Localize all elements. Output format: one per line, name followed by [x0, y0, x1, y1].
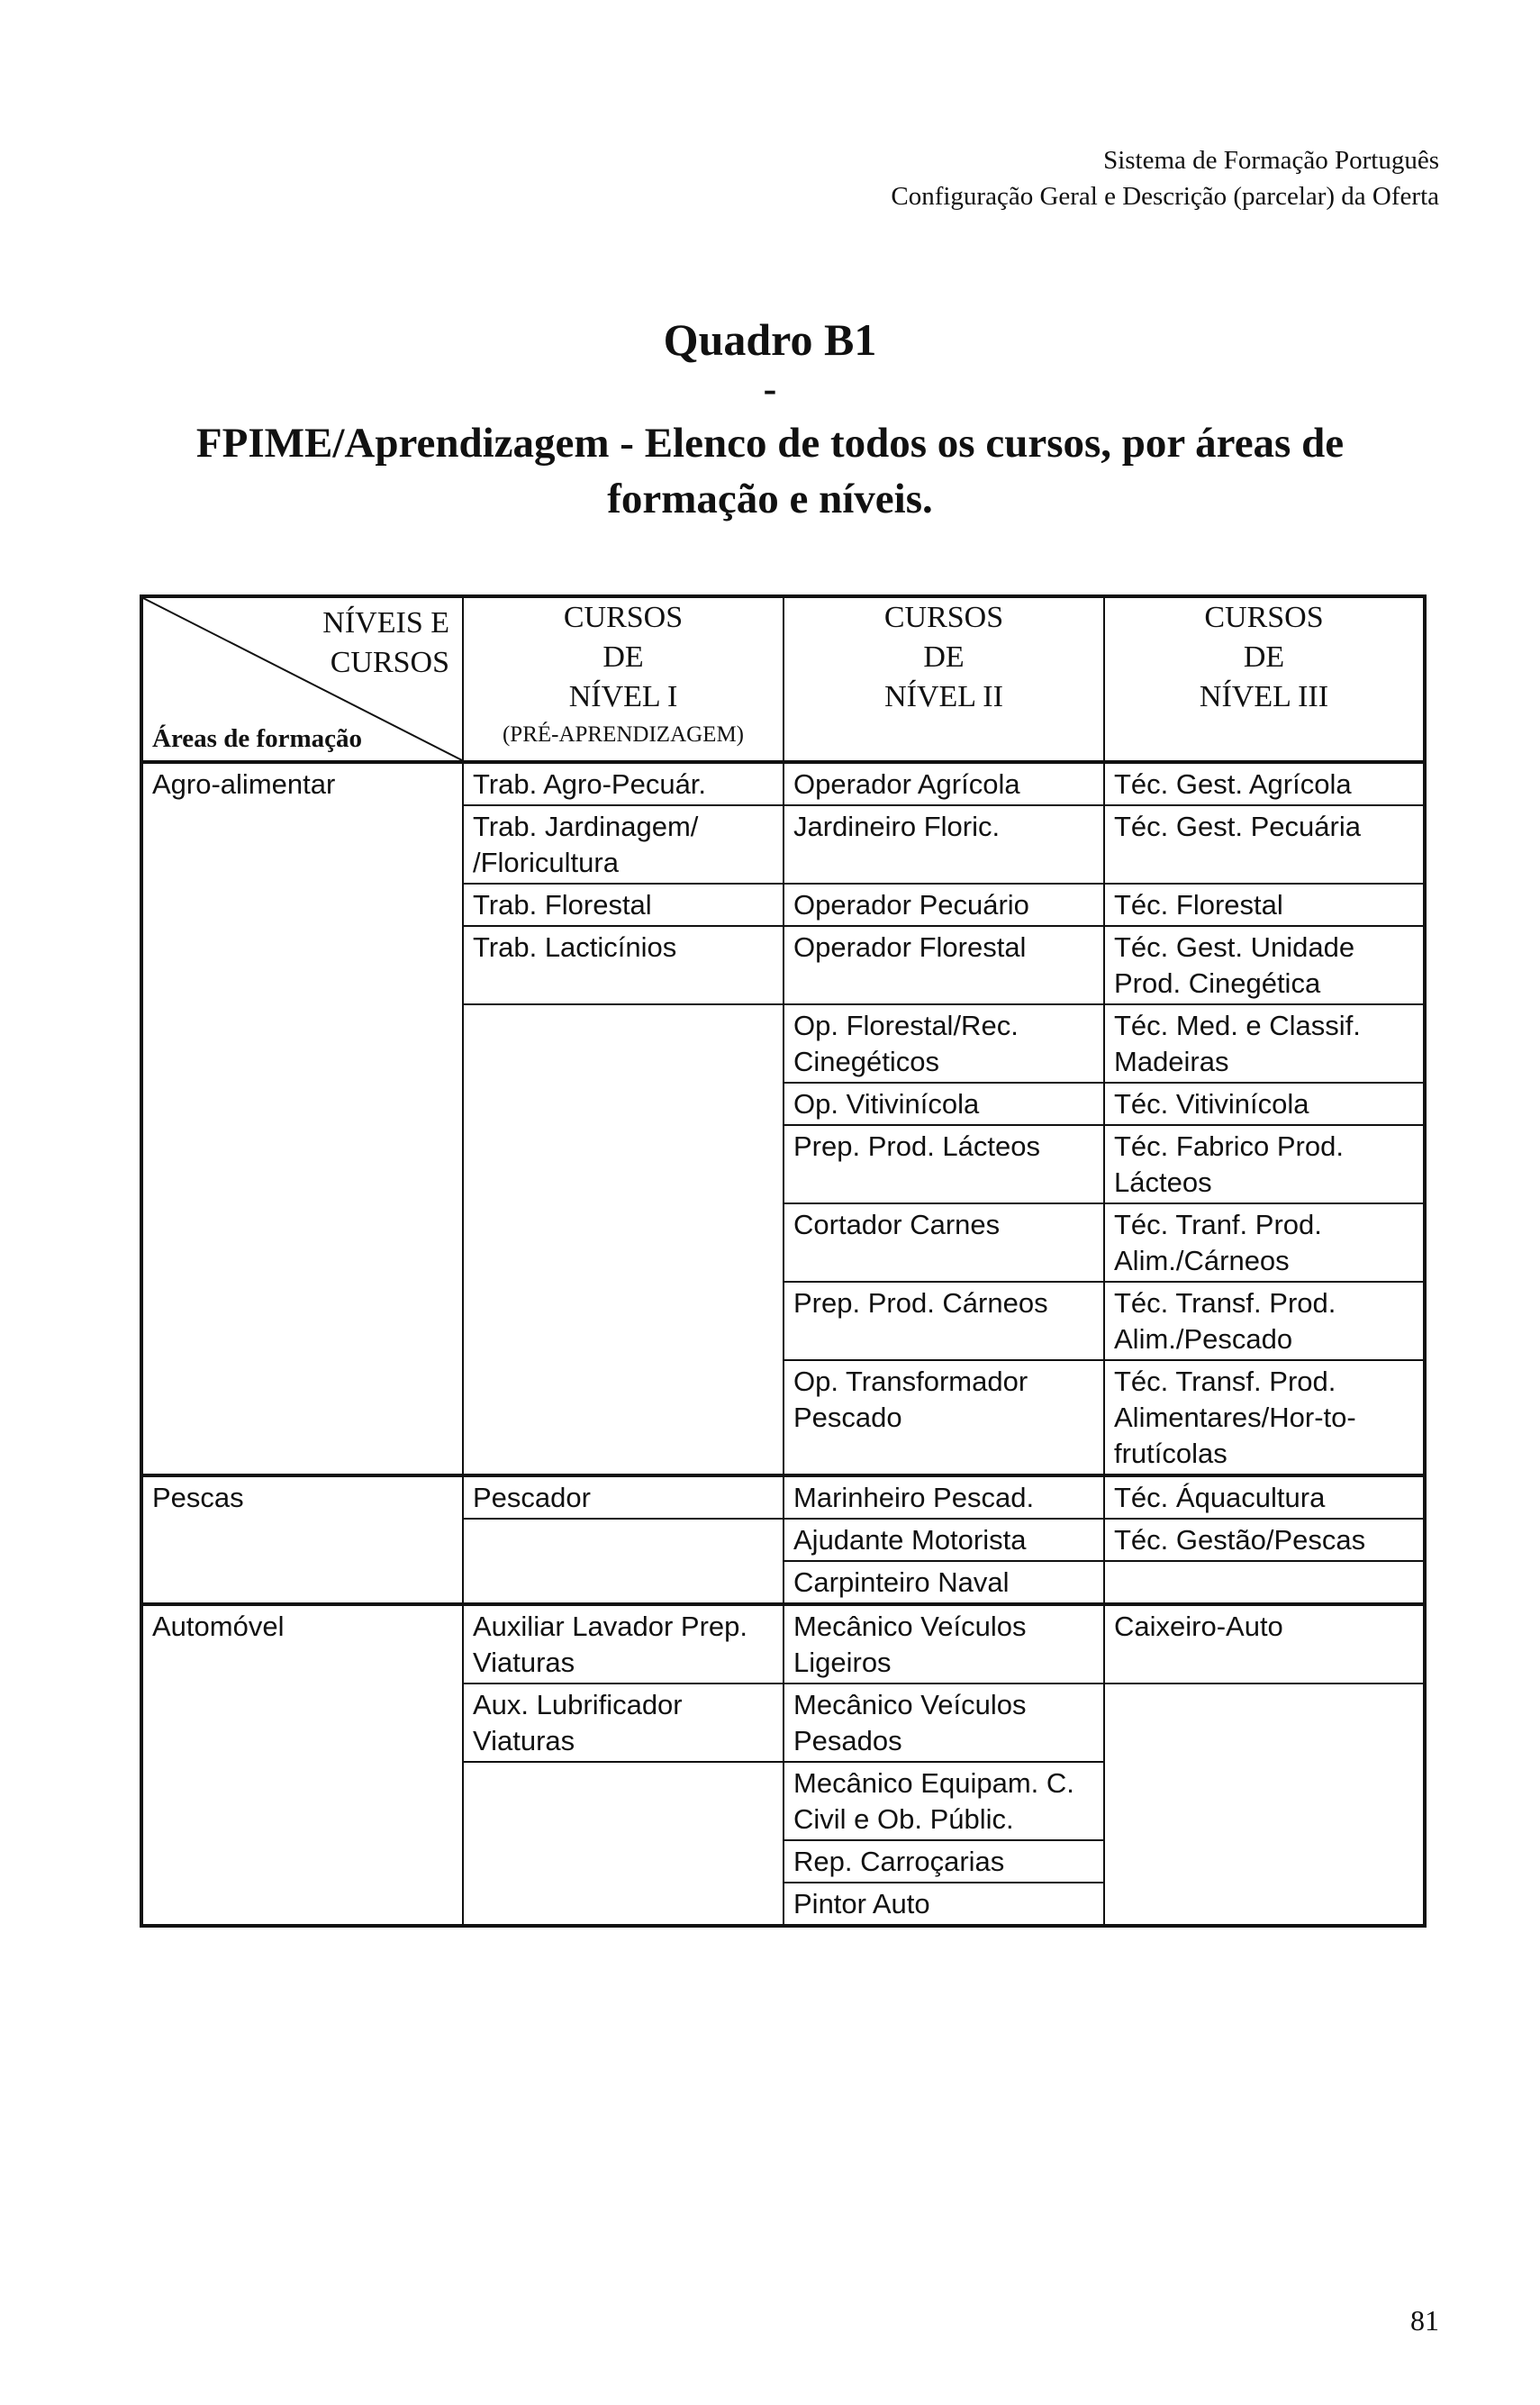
level-1-cell: Trab. Jardinagem/ /Floricultura: [463, 805, 784, 884]
area-pescas: Pescas: [141, 1475, 463, 1604]
level-2-cell: Jardineiro Floric.: [784, 805, 1104, 884]
page-subtitle: FPIME/Aprendizagem - Elenco de todos os cursos, por áreas de formação e níveis.: [195, 420, 1345, 522]
level-2-cell: Prep. Prod. Cárneos: [784, 1282, 1104, 1360]
level-3-cell: Téc. Gestão/Pescas: [1104, 1519, 1425, 1561]
level-2-cell: Ajudante Motorista: [784, 1519, 1104, 1561]
level-2-cell: Mecânico Equipam. C. Civil e Ob. Públic.: [784, 1762, 1104, 1840]
table-row: [141, 1475, 1425, 1519]
level-3-cell: Téc. Med. e Classif. Madeiras: [1104, 1004, 1425, 1083]
running-header: [891, 142, 1439, 214]
level-1-cell: Aux. Lubrificador Viaturas: [463, 1684, 784, 1762]
header-level-3: [1104, 596, 1425, 762]
level-1-cell: Auxiliar Lavador Prep. Viaturas: [463, 1604, 784, 1684]
level-2-cell: Rep. Carroçarias: [784, 1840, 1104, 1883]
level-3-empty-cell: [1104, 1561, 1425, 1604]
level-3-cell: Téc. Fabrico Prod. Lácteos: [1104, 1125, 1425, 1203]
level-3-cell: Téc. Transf. Prod. Alim./Pescado: [1104, 1282, 1425, 1360]
header-level-2-line1: CURSOS: [883, 601, 1004, 634]
level-3-cell: Caixeiro-Auto: [1104, 1604, 1425, 1684]
level-1-empty-cell: [463, 1762, 784, 1926]
level-2-cell: Operador Florestal: [784, 926, 1104, 1004]
header-level-1-line3: NÍVEL I: [568, 680, 678, 713]
level-3-cell: Téc. Transf. Prod. Alimentares/Hor-to-frutícolas: [1104, 1360, 1425, 1475]
header-level-3-line2: DE: [1243, 640, 1285, 674]
level-2-cell: Cortador Carnes: [784, 1203, 1104, 1282]
level-2-cell: Marinheiro Pescad.: [784, 1475, 1104, 1519]
level-2-cell: Op. Vitivinícola: [784, 1083, 1104, 1125]
table-row: [141, 762, 1425, 805]
level-2-cell: Prep. Prod. Lácteos: [784, 1125, 1104, 1203]
header-level-2-line3: NÍVEL II: [884, 680, 1003, 713]
header-level-1-line2: DE: [602, 640, 644, 674]
level-3-cell: Téc. Áquacultura: [1104, 1475, 1425, 1519]
level-1-empty-cell: [463, 1004, 784, 1475]
header-corner-cell: [141, 596, 463, 762]
level-3-cell: Téc. Florestal: [1104, 884, 1425, 926]
level-2-cell: Operador Agrícola: [784, 762, 1104, 805]
area-agro-alimentar: Agro-alimentar: [141, 762, 463, 1475]
level-3-cell: Téc. Tranf. Prod. Alim./Cárneos: [1104, 1203, 1425, 1282]
level-1-cell: Trab. Lacticínios: [463, 926, 784, 1004]
level-1-cell: Pescador: [463, 1475, 784, 1519]
area-automovel: Automóvel: [141, 1604, 463, 1926]
table-header-row: [141, 596, 1425, 762]
level-3-cell: Téc. Vitivinícola: [1104, 1083, 1425, 1125]
level-2-cell: Pintor Auto: [784, 1883, 1104, 1926]
table-row: [141, 1604, 1425, 1684]
header-level-3-line1: CURSOS: [1204, 601, 1324, 634]
level-1-cell: Trab. Agro-Pecuár.: [463, 762, 784, 805]
level-3-cell: Téc. Gest. Agrícola: [1104, 762, 1425, 805]
level-3-cell: Téc. Gest. Pecuária: [1104, 805, 1425, 884]
header-level-2-line2: DE: [923, 640, 965, 674]
level-3-cell: Téc. Gest. Unidade Prod. Cinegética: [1104, 926, 1425, 1004]
header-level-1-note: (PRÉ-APRENDIZAGEM): [502, 722, 745, 747]
corner-levels-line2: CURSOS: [330, 646, 449, 679]
level-2-cell: Operador Pecuário: [784, 884, 1104, 926]
page-title: Quadro B1: [663, 314, 877, 365]
level-2-cell: Mecânico Veículos Pesados: [784, 1684, 1104, 1762]
corner-levels-label: [322, 604, 449, 683]
title-separator: -: [763, 367, 777, 411]
corner-areas-label: Áreas de formação: [152, 724, 363, 753]
header-level-1: [463, 596, 784, 762]
level-1-cell: Trab. Florestal: [463, 884, 784, 926]
level-2-cell: Op. Transformador Pescado: [784, 1360, 1104, 1475]
level-1-empty-cell: [463, 1519, 784, 1604]
courses-table: [140, 594, 1427, 1928]
header-level-2: [784, 596, 1104, 762]
level-3-empty-cell: [1104, 1684, 1425, 1926]
level-2-cell: Mecânico Veículos Ligeiros: [784, 1604, 1104, 1684]
running-header-line1: Sistema de Formação Português: [1103, 146, 1439, 175]
title-block: [135, 311, 1405, 527]
header-level-3-line3: NÍVEL III: [1199, 680, 1329, 713]
running-header-line2: Configuração Geral e Descrição (parcelar) da Oferta: [891, 182, 1439, 211]
level-2-cell: Carpinteiro Naval: [784, 1561, 1104, 1604]
corner-levels-line1: NÍVEIS E: [322, 606, 449, 640]
page-number: 81: [1410, 2304, 1439, 2337]
header-level-1-line1: CURSOS: [563, 601, 684, 634]
level-2-cell: Op. Florestal/Rec. Cinegéticos: [784, 1004, 1104, 1083]
